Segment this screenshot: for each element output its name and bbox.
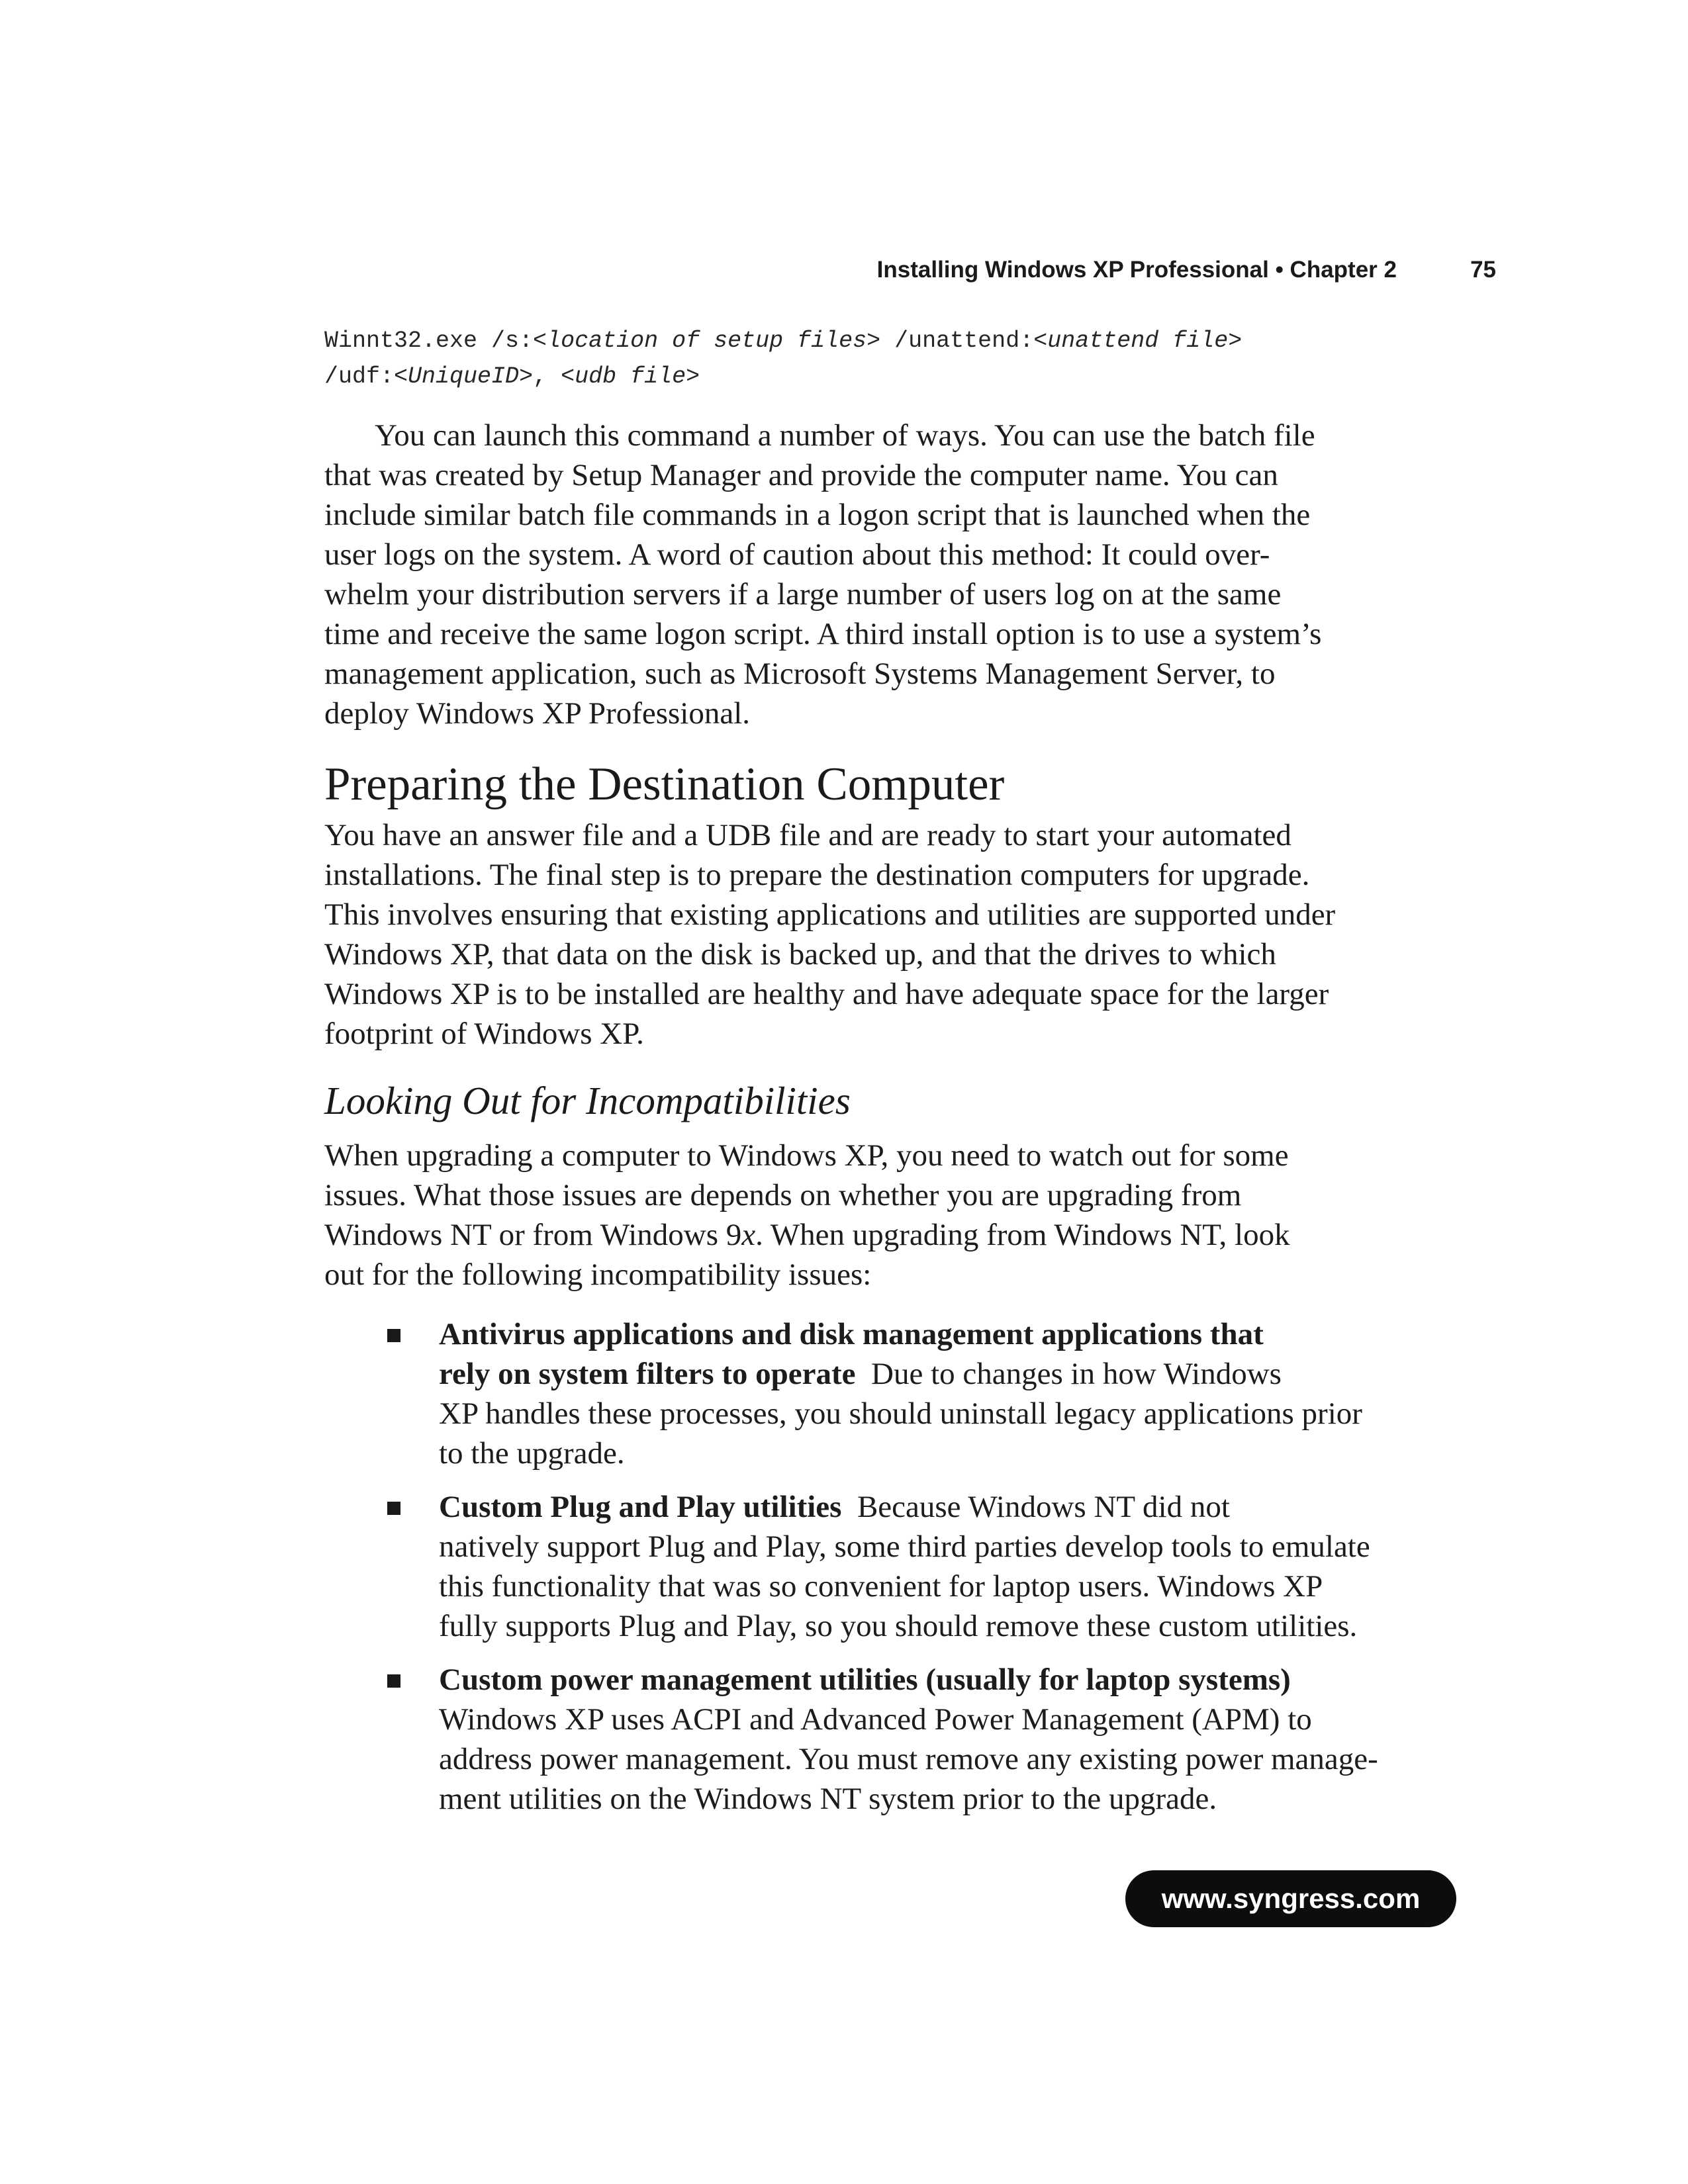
bullet-term: Custom power management utilities (usually for laptop systems) — [439, 1662, 1291, 1697]
text-line: footprint of Windows XP. — [324, 1017, 644, 1051]
body-paragraph — [324, 416, 1397, 733]
running-title: Installing Windows XP Professional • Chapter 2 — [876, 257, 1397, 283]
text-line: include similar batch file commands in a logon script that is launched when the — [324, 498, 1311, 532]
text-line — [439, 1487, 1405, 1527]
code-placeholder: unattend file — [1047, 328, 1229, 354]
text-line: deploy Windows XP Professional. — [324, 696, 751, 731]
italic-text: x — [741, 1218, 756, 1252]
publisher-url-badge[interactable]: www.syngress.com — [1125, 1870, 1456, 1927]
text-line: issues. What those issues are depends on whether you are upgrading from — [324, 1178, 1242, 1212]
text-line: installations. The final step is to prepare the destination computers for upgrade. — [324, 858, 1310, 892]
text-line: to the upgrade. — [439, 1436, 625, 1471]
page-number: 75 — [1470, 257, 1496, 283]
square-bullet-icon — [387, 1502, 400, 1515]
square-bullet-icon — [387, 1674, 400, 1688]
bullet-item — [387, 1660, 1400, 1825]
code-placeholder: udb file — [575, 363, 686, 390]
text-line: XP handles these processes, you should uninstall legacy applications prior — [439, 1396, 1362, 1431]
code-text: >, < — [519, 363, 575, 390]
bullet-text — [439, 1487, 1405, 1646]
text-line: that was created by Setup Manager and provide the computer name. You can — [324, 458, 1278, 492]
text-line: this functionality that was so convenient for laptop users. Windows XP — [439, 1569, 1323, 1604]
bullet-item — [387, 1314, 1400, 1480]
subsection-heading: Looking Out for Incompatibilities — [324, 1079, 851, 1122]
code-text: > /unattend:< — [867, 328, 1048, 354]
code-line — [324, 323, 1450, 359]
square-bullet-icon — [387, 1329, 400, 1342]
text-line: management application, such as Microsoft Systems Management Server, to — [324, 657, 1276, 691]
bullet-text — [439, 1314, 1405, 1473]
command-code-block — [324, 323, 1450, 394]
section-heading: Preparing the Destination Computer — [324, 758, 1005, 810]
code-placeholder: UniqueID — [408, 363, 520, 390]
text-line: You can launch this command a number of ways. You can use the batch file — [375, 418, 1315, 453]
text-line: This involves ensuring that existing applications and utilities are supported under — [324, 897, 1336, 932]
text-line: ment utilities on the Windows NT system prior to the upgrade. — [439, 1782, 1217, 1816]
bullet-term: Custom Plug and Play utilities — [439, 1490, 842, 1524]
text-run: . When upgrading from Windows NT, look — [755, 1218, 1290, 1252]
code-placeholder: location of setup files — [547, 328, 867, 354]
text-line: You have an answer file and a UDB file and are ready to start your automated — [324, 818, 1291, 852]
code-text: > — [686, 363, 700, 390]
text-line — [439, 1354, 1405, 1394]
bullet-text — [439, 1660, 1405, 1819]
code-text: > — [1228, 328, 1243, 354]
code-text: /udf:< — [324, 363, 408, 390]
running-header — [728, 250, 1496, 290]
text-run: Windows NT or from Windows 9 — [324, 1218, 742, 1252]
text-line: fully supports Plug and Play, so you should remove these custom utilities. — [439, 1609, 1358, 1643]
code-text: Winnt32.exe /s:< — [324, 328, 547, 354]
text-line: When upgrading a computer to Windows XP, you need to watch out for some — [324, 1138, 1289, 1173]
text-line: Windows XP is to be installed are healthy and have adequate space for the larger — [324, 977, 1329, 1011]
bullet-item — [387, 1487, 1400, 1653]
bullet-term: rely on system filters to operate — [439, 1357, 856, 1391]
body-paragraph — [324, 1136, 1397, 1295]
text-run: Because Windows NT did not — [857, 1490, 1230, 1524]
text-line: user logs on the system. A word of caution about this method: It could over- — [324, 537, 1270, 572]
text-line: address power management. You must remove any existing power manage- — [439, 1742, 1378, 1776]
text-run: Due to changes in how Windows — [871, 1357, 1282, 1391]
body-paragraph — [324, 815, 1397, 1054]
code-line — [324, 359, 1450, 394]
text-line: whelm your distribution servers if a large number of users log on at the same — [324, 577, 1282, 612]
text-line — [324, 1215, 1397, 1255]
text-line: time and receive the same logon script. A third install option is to use a system’s — [324, 617, 1322, 651]
text-line: out for the following incompatibility issues: — [324, 1257, 872, 1292]
text-line: natively support Plug and Play, some third parties develop tools to emulate — [439, 1529, 1370, 1564]
bullet-term: Antivirus applications and disk management applications that — [439, 1317, 1264, 1351]
text-line: Windows XP uses ACPI and Advanced Power Management (APM) to — [439, 1702, 1312, 1737]
text-line: Windows XP, that data on the disk is backed up, and that the drives to which — [324, 937, 1276, 972]
